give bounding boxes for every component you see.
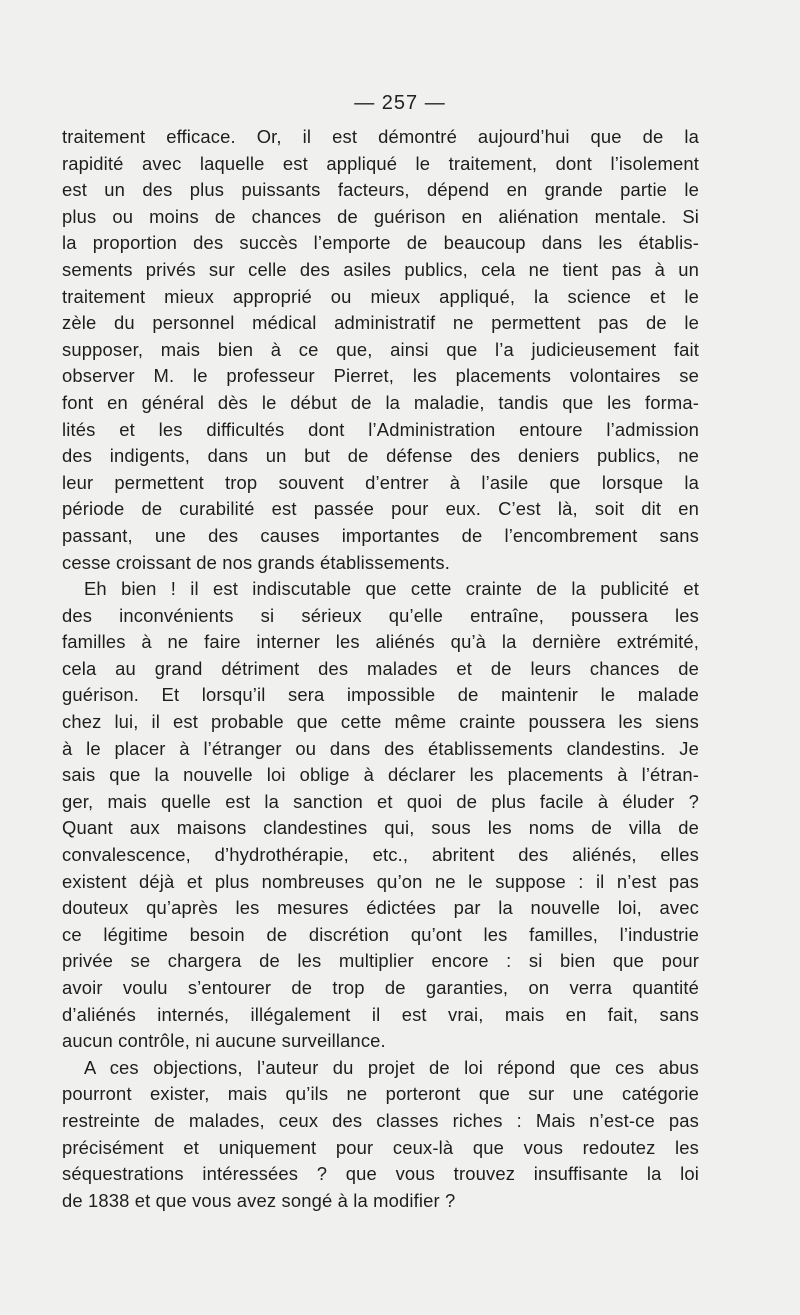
- text-line: leur permettent trop souvent d’entrer à l’asile que lorsque la: [62, 471, 699, 493]
- text-line: familles à ne faire interner les aliénés qu’à la dernière extrémité,: [62, 631, 699, 653]
- text-line: chez lui, il est probable que cette même crainte poussera les siens: [62, 711, 699, 733]
- text-line: cesse croissant de nos grands établissements.: [62, 551, 451, 573]
- text-line: rapidité avec laquelle est appliqué le traitement, dont l’isolement: [62, 152, 699, 174]
- text-line: séquestrations intéressées ? que vous trouvez insuffisante la loi: [62, 1163, 699, 1185]
- text-line: cela au grand détriment des malades et de leurs chances de: [62, 657, 699, 679]
- text-line: lités et les difficultés dont l’Administration entoure l’admission: [62, 418, 699, 440]
- text-line: aucun contrôle, ni aucune surveillance.: [62, 1030, 386, 1052]
- text-line: observer M. le professeur Pierret, les placements volontaires se: [62, 365, 699, 387]
- text-line: Quant aux maisons clandestines qui, sous les noms de villa de: [62, 817, 699, 839]
- text-line: A ces objections, l’auteur du projet de loi répond que ces abus: [84, 1056, 699, 1078]
- text-line: traitement mieux approprié ou mieux appliqué, la science et le: [62, 285, 699, 307]
- text-line: ce légitime besoin de discrétion qu’ont les familles, l’industrie: [62, 923, 699, 945]
- body-text: [62, 124, 699, 1214]
- text-line: douteux qu’après les mesures édictées par la nouvelle loi, avec: [62, 897, 699, 919]
- text-line: passant, une des causes importantes de l’encombrement sans: [62, 524, 699, 546]
- text-line: des inconvénients si sérieux qu’elle entraîne, poussera les: [62, 604, 699, 626]
- text-line: des indigents, dans un but de défense des deniers publics, ne: [62, 445, 699, 467]
- page-number: — 257 —: [354, 92, 446, 114]
- text-line: traitement efficace. Or, il est démontré aujourd’hui que de la: [62, 126, 699, 147]
- text-line: convalescence, d’hydrothérapie, etc., abritent des aliénés, elles: [62, 844, 699, 866]
- text-line: restreinte de malades, ceux des classes riches : Mais n’est-ce pas: [62, 1109, 699, 1131]
- text-line: est un des plus puissants facteurs, dépend en grande partie le: [62, 179, 699, 201]
- text-line: avoir voulu s’entourer de trop de garanties, on verra quantité: [62, 977, 699, 998]
- text-line: Eh bien ! il est indiscutable que cette crainte de la publicité et: [84, 578, 699, 600]
- text-line: privée se chargera de les multiplier encore : si bien que pour: [62, 950, 699, 972]
- paragraph-2: [62, 576, 699, 1055]
- text-line: période de curabilité est passée pour eux. C’est là, soit dit en: [62, 498, 699, 520]
- text-line: supposer, mais bien à ce que, ainsi que l’a judicieusement fait: [62, 338, 699, 360]
- text-line: de 1838 et que vous avez songé à la modifier ?: [62, 1189, 456, 1211]
- text-line: guérison. Et lorsqu’il sera impossible de maintenir le malade: [62, 684, 699, 706]
- text-line: ger, mais quelle est la sanction et quoi de plus facile à éluder ?: [62, 790, 699, 812]
- text-line: plus ou moins de chances de guérison en aliénation mentale. Si: [62, 205, 699, 227]
- text-line: sais que la nouvelle loi oblige à déclarer les placements à l’étran-: [62, 764, 699, 786]
- text-line: à le placer à l’étranger ou dans des établissements clandestins. Je: [62, 737, 699, 759]
- text-line: zèle du personnel médical administratif ne permettent pas de le: [62, 312, 699, 334]
- text-line: font en général dès le début de la maladie, tandis que les forma-: [62, 391, 699, 413]
- text-line: précisément et uniquement pour ceux-là que vous redoutez les: [62, 1136, 699, 1158]
- paragraph-3: [62, 1055, 699, 1215]
- text-line: d’aliénés internés, illégalement il est vrai, mais en fait, sans: [62, 1003, 699, 1025]
- text-line: pourront exister, mais qu’ils ne porteront que sur une catégorie: [62, 1083, 699, 1105]
- text-line: existent déjà et plus nombreuses qu’on ne le suppose : il n’est pas: [62, 870, 699, 892]
- text-line: la proportion des succès l’emporte de beaucoup dans les établis-: [62, 232, 699, 254]
- text-line: sements privés sur celle des asiles publics, cela ne tient pas à un: [62, 258, 699, 280]
- paragraph-1: [62, 124, 699, 576]
